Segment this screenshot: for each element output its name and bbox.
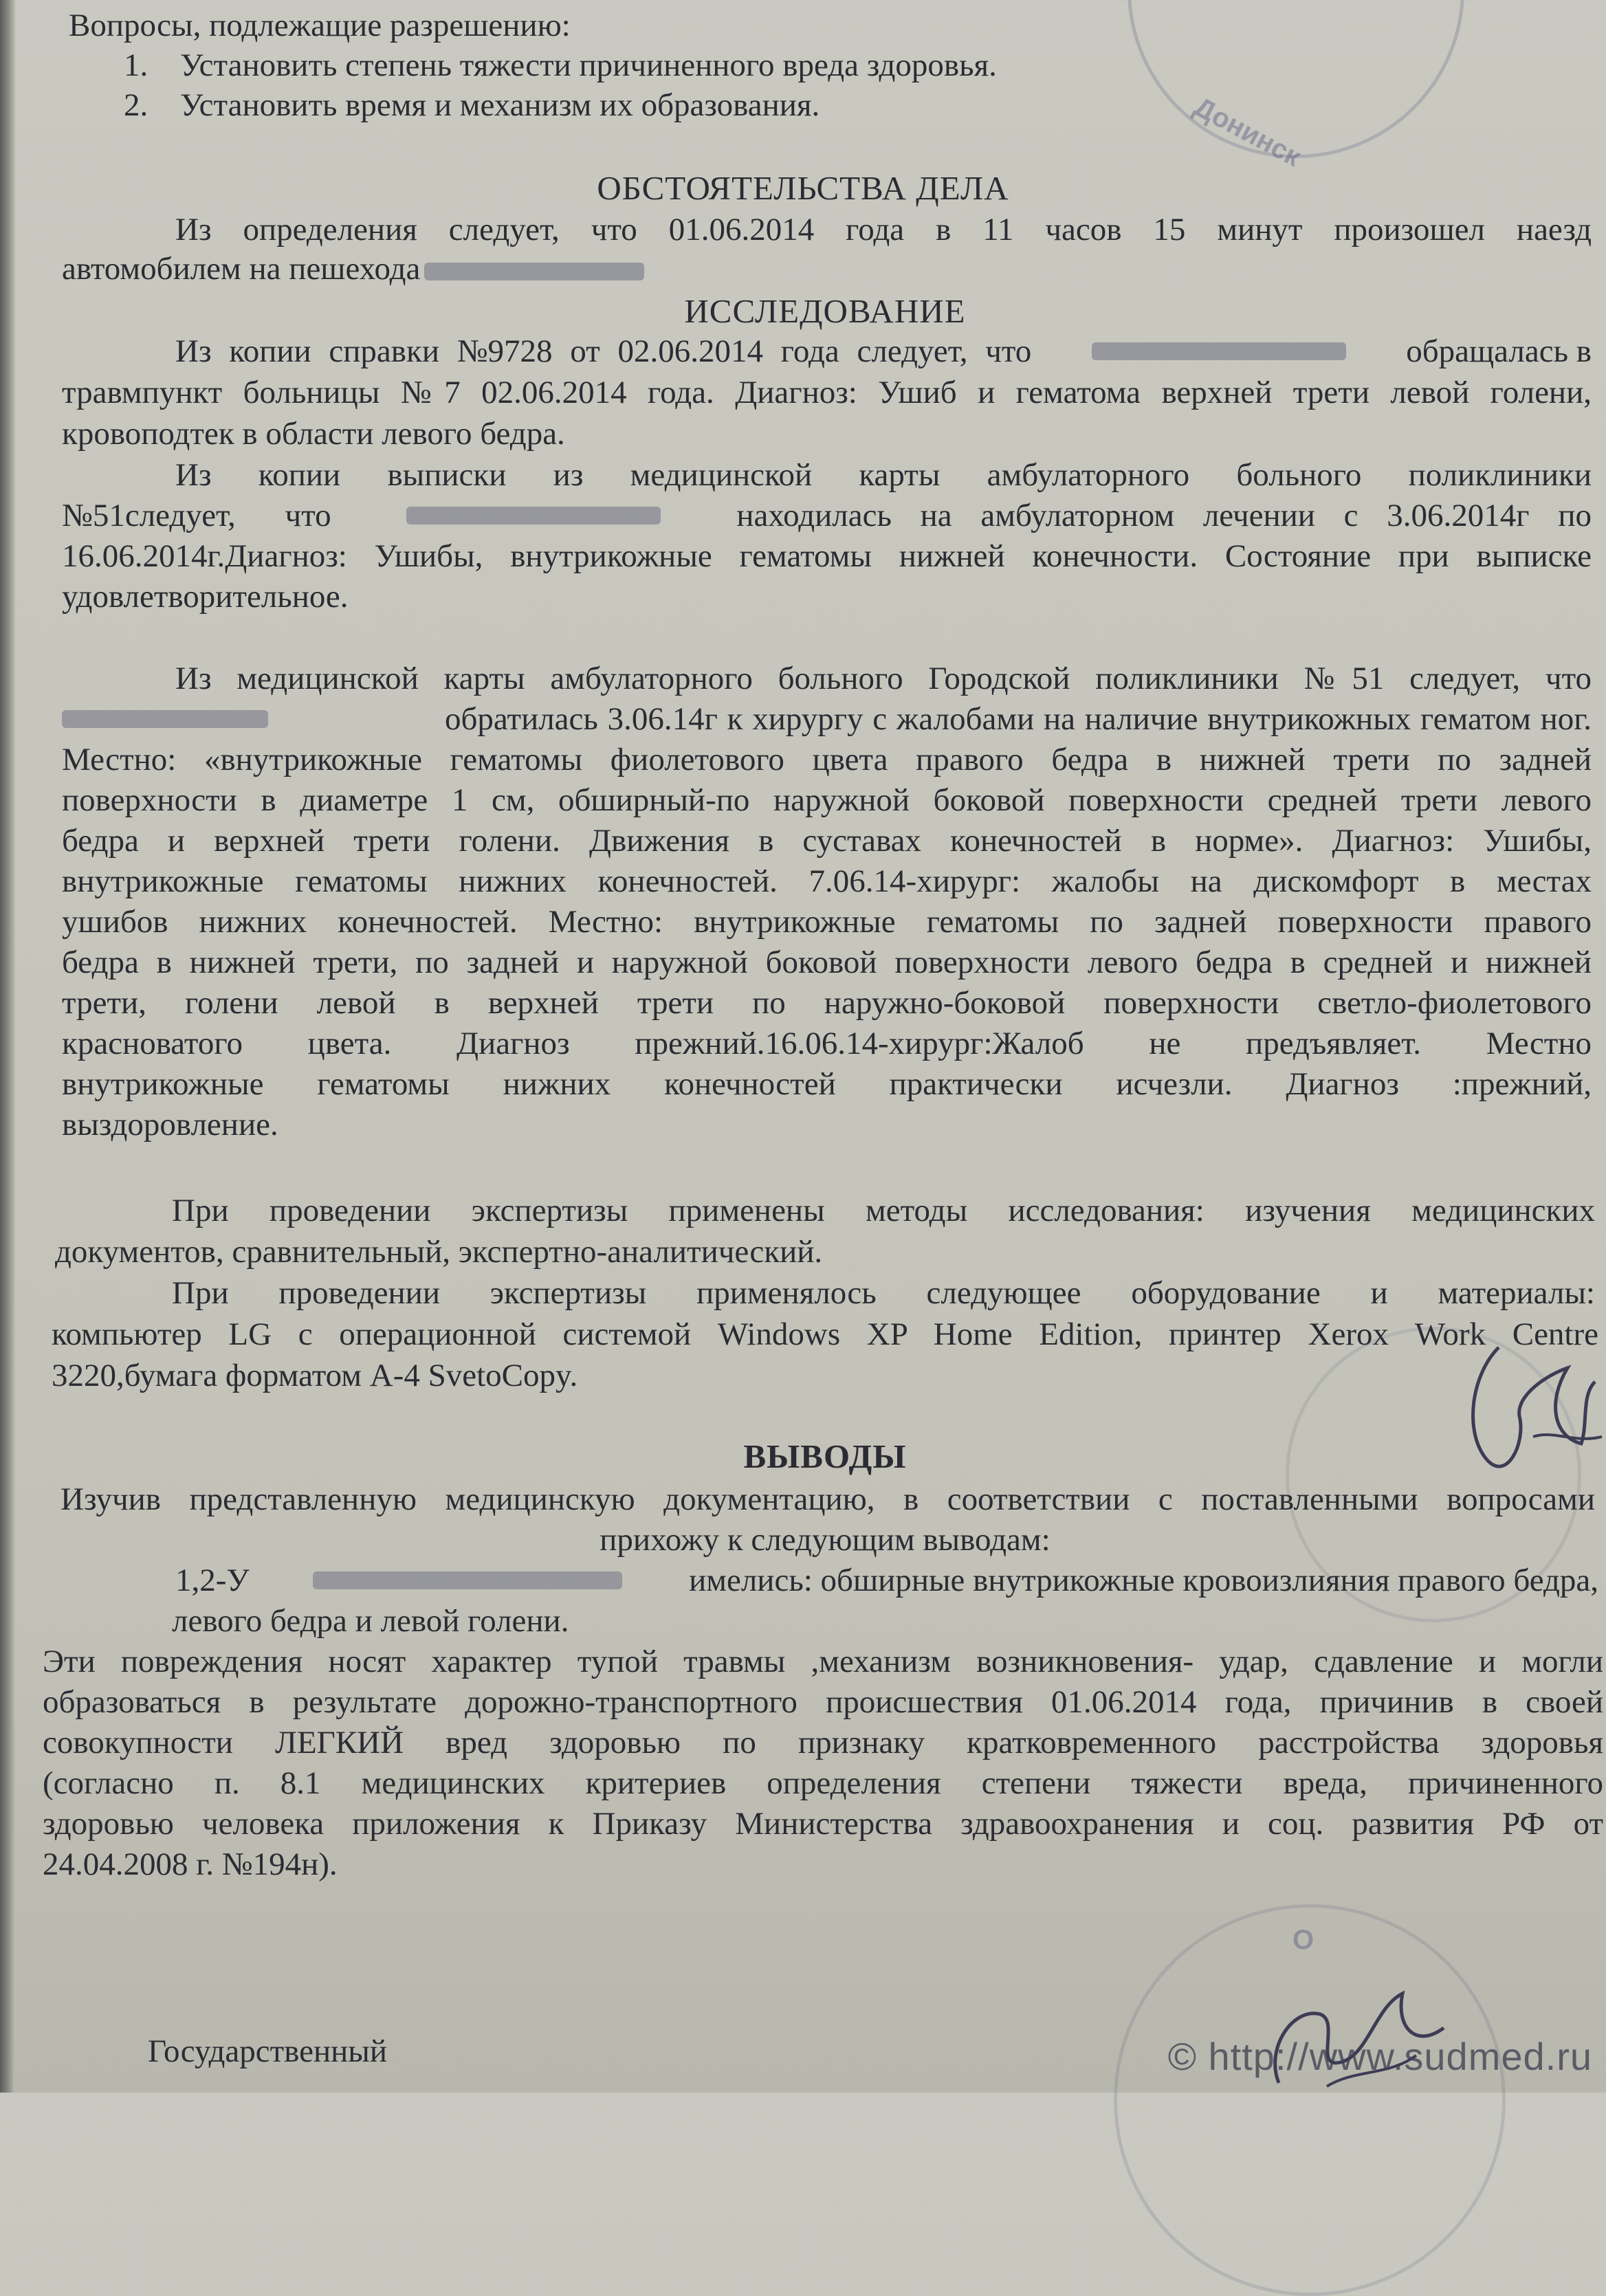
questions-intro: Вопросы, подлежащие разрешению:: [69, 8, 571, 43]
conclusions-final-line-1: Эти повреждения носят характер тупой травмы ,механизм возникновения- удар, сдавление и могли: [43, 1644, 1603, 1679]
research-p3-line-2-text: обратилась 3.06.14г к хирургу с жалобами на наличие внутрикожных гематом ног.: [444, 701, 1592, 737]
conclusions-final-line-5: здоровью человека приложения к Приказу Министерства здравоохранения и соц. развития РФ от: [43, 1806, 1603, 1842]
question-1-text: Установить степень тяжести причиненного вреда здоровья.: [180, 47, 997, 83]
stamp-bottom: [1114, 1904, 1506, 2296]
redacted-name: [424, 263, 644, 280]
signature-middle: [1451, 1327, 1606, 1492]
research-p4-line-1: При проведении экспертизы применены методы исследования: изучения медицинских: [172, 1193, 1595, 1228]
research-p2-line-2: [62, 496, 1592, 536]
research-p3-line-6: внутрикожные гематомы нижних конечностей. 7.06.14-хирург: жалобы на дискомфорт в местах: [62, 863, 1592, 899]
research-p1-end: обращалась в: [1406, 333, 1592, 369]
research-p1-start: Из копии справки №9728 от 02.06.2014 года следует, что: [175, 333, 1032, 369]
research-p2-line-1: Из копии выписки из медицинской карты амбулаторного больного поликлиники: [175, 457, 1592, 493]
research-p3-line-1: Из медицинской карты амбулаторного больного Городской поликлиники №51 следует, что: [175, 661, 1592, 696]
research-p2-line-4: удовлетворительное.: [62, 579, 349, 615]
signer-title: Государственный: [148, 2033, 387, 2069]
research-p2-line-3: 16.06.2014г.Диагноз: Ушибы, внутрикожные гематомы нижней конечности. Состояние при выписке: [62, 538, 1592, 574]
conclusions-item-prefix: 1,2-У: [175, 1563, 250, 1598]
redacted-name: [406, 507, 661, 525]
conclusions-final-line-4: (согласно п. 8.1 медицинских критериев определения степени тяжести вреда, причиненного: [43, 1765, 1603, 1801]
conclusions-heading: ВЫВОДЫ: [743, 1437, 907, 1475]
question-2-num: 2.: [124, 87, 148, 123]
research-p3-line-5: бедра и верхней трети голени. Движения в суставах конечностей в норме». Диагноз: Ушибы,: [62, 823, 1592, 859]
circumstances-line-2: [62, 249, 644, 289]
stamp-top: [1128, 0, 1464, 158]
research-p3-line-12: выздоровление.: [62, 1107, 278, 1143]
stamp-top-text: Донинск: [1189, 91, 1306, 173]
research-p1-line-3: кровоподтек в области левого бедра.: [62, 416, 565, 452]
stamp-bottom-text: О: [1292, 1925, 1314, 1955]
conclusions-final-line-6: 24.04.2008 г. №194н).: [43, 1846, 338, 1882]
research-p2-start: №51следует, что: [62, 498, 331, 533]
research-p3-line-2: [62, 699, 1592, 739]
conclusions-item-line-1: [175, 1560, 1598, 1600]
research-p2-end: находилась на амбулаторном лечении с 3.06.2014г по: [736, 498, 1592, 533]
circumstances-line-1: Из определения следует, что 01.06.2014 года в 11 часов 15 минут произошел наезд: [175, 212, 1592, 247]
research-p5-line-1: При проведении экспертизы применялось следующее оборудование и материалы:: [172, 1275, 1595, 1311]
research-p3-line-4: поверхности в диаметре 1 см, обширный-по наружной боковой поверхности средней трети левого: [62, 782, 1592, 818]
question-1-num: 1.: [124, 47, 148, 83]
research-p3-line-10: красноватого цвета. Диагноз прежний.16.06.14-хирург:Жалоб не предъявляет. Местно: [62, 1026, 1592, 1061]
research-p1-line-2: травмпункт больницы №7 02.06.2014 года. Диагноз: Ушиб и гематома верхней трети левой голени,: [62, 375, 1592, 410]
research-p3-line-3: Местно: «внутрикожные гематомы фиолетового цвета правого бедра в нижней трети по задней: [62, 742, 1592, 777]
research-p3-line-11: внутрикожные гематомы нижних конечностей практически исчезли. Диагноз :прежний,: [62, 1066, 1592, 1102]
circumstances-line-2-text: автомобилем на пешехода: [62, 251, 421, 287]
research-p3-line-8: бедра в нижней трети, по задней и наружной боковой поверхности левого бедра в средней и нижней: [62, 945, 1592, 980]
research-p5-line-2: компьютер LG с операционной системой Windows XP Home Edition, принтер Xerox Work Centre: [52, 1316, 1598, 1352]
conclusions-item-text: имелись: обширные внутрикожные кровоизлияния правого бедра,: [689, 1563, 1598, 1598]
conclusions-final-line-3: совокупности ЛЕГКИЙ вред здоровью по признаку кратковременного расстройства здоровья: [43, 1725, 1603, 1760]
redacted-name: [1092, 342, 1346, 360]
redacted-name: [313, 1571, 622, 1589]
research-p5-line-3: 3220,бумага форматом А-4 SvetoCopy.: [52, 1358, 578, 1393]
conclusions-intro-line-1: Изучив представленную медицинскую документацию, в соответствии с поставленными вопросами: [60, 1481, 1595, 1517]
research-p3-line-7: ушибов нижних конечностей. Местно: внутрикожные гематомы по задней поверхности правого: [62, 904, 1592, 940]
research-heading: ИССЛЕДОВАНИЕ: [684, 292, 966, 330]
research-p3-line-9: трети, голени левой в верхней трети по наружно-боковой поверхности светло-фиолетового: [62, 985, 1592, 1021]
circumstances-heading: ОБСТОЯТЕЛЬСТВА ДЕЛА: [597, 169, 1009, 207]
conclusions-item-line-2: левого бедра и левой голени.: [172, 1603, 569, 1639]
conclusions-intro-line-2: прихожу к следующим выводам:: [600, 1522, 1050, 1558]
signature-bottom: [1238, 1966, 1471, 2093]
question-2-text: Установить время и механизм их образования.: [180, 87, 820, 123]
redacted-name: [62, 710, 268, 728]
research-p4-line-2: документов, сравнительный, экспертно-аналитический.: [55, 1234, 823, 1270]
conclusions-final-line-2: образоваться в результате дорожно-транспортного происшествия 01.06.2014 года, причинив в своей: [43, 1684, 1603, 1720]
watermark: © http://www.sudmed.ru: [1167, 2035, 1592, 2078]
research-p1-line-1: [175, 331, 1592, 371]
